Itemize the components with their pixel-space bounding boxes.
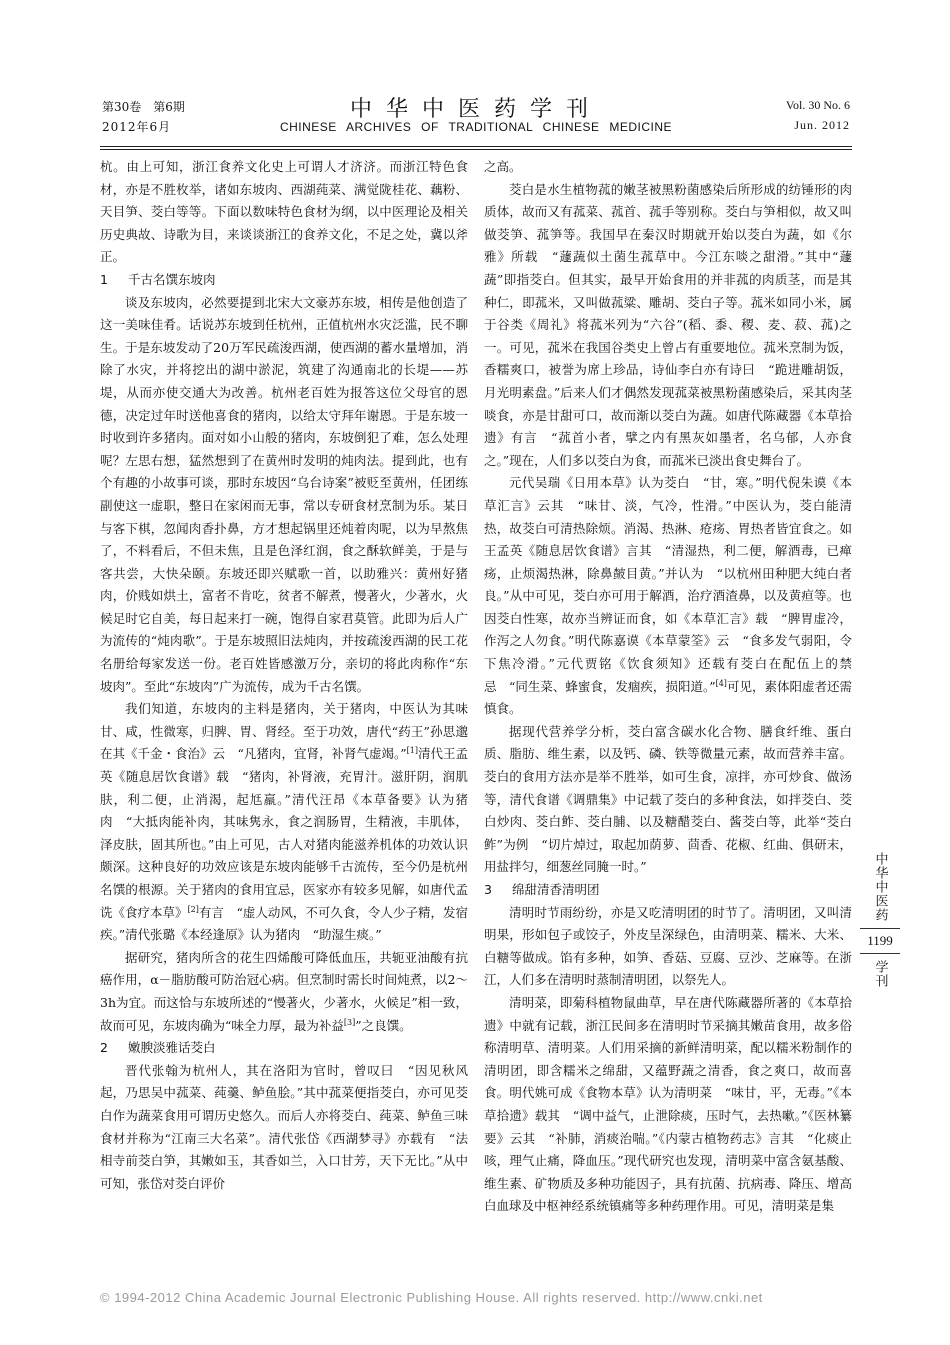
text-run: 有言 “虚人动风，不可久食，令人少子精，发宿疾。”清代张璐《本经逢原》认为猪肉 “助湿生痰。” <box>100 904 468 943</box>
left-column <box>100 156 468 1195</box>
text-run: 元代吴瑞《日用本草》认为茭白 “甘，寒。”明代倪朱谟《本草汇言》云其 “味甘、淡，气冷，性滑。”中医认为，茭白能清热，故茭白可清热除烦。消渴、热淋、疮疡、胃热者皆宜食之。如王孟英《随息居饮食谱》言其 “清湿热，利二便，解酒毒，已瘅疡，止烦渴热淋，除鼻皶目黄。”并认为 “以杭州田种肥大纯白者良。”从中可见，茭白亦可用于解酒，治疗酒渣鼻，以及黄疸等。也因茭白性寒，故亦当辨证而食，如《本草汇言》载 “脾胃虚冷，作泻之人勿食。”明代陈嘉谟《本草蒙筌》云 “食多发气弱阳，令下焦冷滑。”元代贾铭《饮食须知》还载有茭白在配伍上的禁忌 “同生菜、蜂蜜食，发痼疾，损阳道。” <box>484 475 852 694</box>
header-rule-top <box>100 146 852 147</box>
paragraph: 谈及东坡肉，必然要提到北宋大文豪苏东坡，相传是他创造了这一美味佳肴。话说苏东坡到任杭州，正值杭州水灾泛滥，民不聊生。于是东坡发动了20万军民疏浚西湖，使西湖的蓄水量增加，消除了水灾，并将挖出的湖中淤泥，筑建了沟通南北的长堤——苏堤，从而亦使交通大为改善。杭州老百姓为报答这位父母官的恩德，决定过年时送他喜食的猪肉，以给太守拜年谢恩。于是东坡一时收到许多猪肉。面对如小山般的猪肉，东坡倒犯了难，怎么处理呢？左思右想，猛然想到了在黄州时发明的炖肉法。提到此，也有个有趣的小故事可谈，那时东坡因“乌台诗案”被贬至黄州，任团练副使这一虚职，整日在家闲而无事，常以专研食材烹制为乐。某日与客下棋，忽闻肉香扑鼻，方才想起锅里还炖着肉呢，以为早熬焦了，不料看后，不但未焦，且是色泽红润，食之酥软鲜美，于是与客共尝，大快朵颐。东坡还即兴赋歌一首，以助雅兴：黄州好猪肉，价贱如烘土，富者不肯吃，贫者不解煮，慢著火，少著水，火候足时它自美，每日起来打一碗，饱得自家君莫管。此即为后人广为流传的“炖肉歌”。于是东坡照旧法炖肉，并按疏浚西湖的民工花名册给每家发送一份。老百姓皆感激万分，亲切的将此肉称作“东坡肉”。至此“东坡肉”广为流传，成为千古名馔。 <box>100 294 468 694</box>
section-heading-1 <box>100 269 468 292</box>
citation-ref: [4] <box>715 678 727 688</box>
journal-title-en: CHINESE ARCHIVES OF TRADITIONAL CHINESE MEDICINE <box>279 120 673 134</box>
paragraph: 清明菜，即菊科植物鼠曲草，早在唐代陈藏器所著的《本草拾遗》中就有记载，浙江民间多在清明时节采摘其嫩苗食用，故多俗称清明草、清明菜。人们用采摘的新鲜清明菜，配以糯米粉制作的清明团，即含糯米之绵甜，又蕴野蔬之清香，食之爽口，故而喜食。明代姚可成《食物本草》认为清明菜 “味甘，平，无毒。”《本草拾遗》载其 “调中益气，止泄除痰，压时气，去热嗽。”《医林纂要》云其 “补肺，消痰治喘。”《内蒙古植物药志》言其 “化痰止咳，理气止痛，降血压。”现代研究也发现，清明菜中富含氨基酸、维生素、矿物质及多种功能因子，具有抗菌、抗病毒、降压、增高白血球及中枢神经系统镇痛等多种药理作用。可见，清明菜是集 <box>484 994 852 1214</box>
section-number: 2 <box>100 1040 108 1056</box>
citation-ref: [3] <box>343 1017 356 1027</box>
header-rule-bottom <box>100 149 852 150</box>
paragraph: 茭白是水生植物菰的嫩茎被黑粉菌感染后所形成的纺锤形的肉质体，故而又有菰菜、菰首、菰手等别称。茭白与笋相似，故又叫做茭笋、菰笋等。我国早在秦汉时期就开始以茭白为蔬，如《尔雅》所载 “蘧蔬似土菌生菰草中。今江东啖之甜滑。”其中“蘧蔬”即指茭白。但其实，最早开始食用的并非菰的肉质茎，而是其种仁，即菰米，又叫做菰粱、雕胡、茭白子等。菰米如同小米，属于谷类《周礼》将菰米列为“六谷”(稻、黍、稷、麦、菽、菰)之一。可见，菰米在我国谷类史上曾占有重要地位。菰米烹制为饭，香糯爽口，被誉为席上珍品，诗仙李白亦有诗曰 “跪进雕胡饭，月光明素盘。”后来人们才偶然发现菰菜被黑粉菌感染后，采其肉茎啖食，亦是甘甜可口，故而渐以茭白为蔬。如唐代陈藏器《本草拾遗》有言 “菰首小者，擘之内有黑灰如墨者，名乌郁，人亦食之。”现在，人们多以茭白为食，而菰米已淡出食史舞台了。 <box>484 181 852 468</box>
side-tab <box>860 852 900 988</box>
copyright-watermark: © 1994-2012 China Academic Journal Electronic Publishing House. All rights reserved. http://www.cnki.net <box>100 1290 763 1305</box>
section-heading-3 <box>484 879 852 902</box>
date-en: Jun. 2012 <box>794 118 850 132</box>
text-run: 清代王孟英《随息居饮食谱》载 “猪肉，补肾液，充胃汁。滋肝阴，润肌肤，利二便，止消渴，起尪羸。”清代汪昂《本草备要》认为猪肉 “大抵肉能补肉，其味隽永，食之润肠胃，生精液，丰肌体，泽皮肤，固其所也。”由上可见，古人对猪肉能滋养机体的功效认识颇深。这种良好的功效应该是东坡肉能够千古流传，至今仍是杭州名馔的根源。关于猪肉的食用宜忌，医家亦有较多见解，如唐代孟诜《食疗本草》 <box>100 746 468 920</box>
text-run: 我们知道，东坡肉的主料是猪肉，关于猪肉，中医认为其味甘、咸，性微寒，归脾、胃、肾经。至于功效，唐代“药王”孙思邈在其《千金・食治》云 “凡猪肉，宜肾，补肾气虚竭。” <box>100 701 468 762</box>
paragraph <box>100 947 468 1037</box>
section-heading-2 <box>100 1037 468 1060</box>
paragraph <box>100 698 468 947</box>
page-header <box>100 92 852 140</box>
text-run: 据研究，猪肉所含的花生四烯酸可降低血压，共轭亚油酸有抗癌作用，α－脂肪酸可防治冠心病。但烹制时需长时间炖煮，以2～3h为宜。而这恰与东坡所述的“慢著火，少著水，火候足”相一致，故而可见，东坡肉确为“味全力厚，最为补益 <box>100 949 468 1033</box>
volume-en: Vol. 30 No. 6 <box>785 98 850 112</box>
section-title: 千古名馔东坡肉 <box>128 271 216 287</box>
right-column <box>484 156 852 1218</box>
volume-issue: 第30卷 第6期 <box>102 100 185 114</box>
paragraph: 据现代营养学分析，茭白富含碳水化合物、膳食纤维、蛋白质、脂肪、维生素，以及钙、磷、铁等微量元素，故而营养丰富。茭白的食用方法亦是举不胜举，如可生食，凉拌，亦可炒食、做汤等，清代食谱《调鼎集》中记载了茭白的多种食法，如拌茭白、茭白炒肉、茭白鲊、茭白脯、以及糖醋茭白、酱茭白等，此举“茭白鲊”为例 “切片焯过，取起加荫萝、茴香、花椒、红曲、俱研末，用盐拌匀，细葱丝同腌一时。” <box>484 723 852 875</box>
paragraph: 晋代张翰为杭州人，其在洛阳为官时，曾叹曰 “因见秋风起，乃思吴中菰菜、莼羹、鲈鱼脍。”其中菰菜便指茭白，亦可见茭白作为蔬菜食用可谓历史悠久。而后人亦将茭白、莼菜、鲈鱼三味食材并称为“江南三大名菜”。清代张岱《西湖梦寻》亦载有 “法相寺前茭白笋，其嫩如玉，其香如兰，入口甘芳，天下无比。”从中可知，张岱对茭白评价 <box>100 1062 468 1191</box>
paragraph <box>484 472 852 721</box>
paragraph: 清明时节雨纷纷，亦是又吃清明团的时节了。清明团，又叫清明果，形如包子或饺子，外皮呈深绿色，由清明菜、糯米、大米、白糖等做成。馅有多种，如笋、香菇、豆腐、豆沙、芝麻等。在浙江，人们多在清明时蒸制清明团，以祭先人。 <box>484 904 852 988</box>
journal-title-cn: 中华中医药学刊 <box>349 97 602 122</box>
side-journal-name-bottom: 学刊 <box>872 960 888 988</box>
section-title: 嫩腴淡雅话茭白 <box>128 1040 216 1056</box>
page-number: 1199 <box>860 928 900 954</box>
date-cn: 2012年6月 <box>102 120 172 134</box>
section-title: 绵甜清香清明团 <box>512 882 600 897</box>
section-number: 1 <box>100 271 108 287</box>
text-run: ”之良馔。 <box>355 1017 412 1033</box>
citation-ref: [1] <box>406 746 418 756</box>
side-journal-name-top: 中华中医药 <box>872 852 888 922</box>
paragraph: 杭。由上可知，浙江食养文化史上可谓人才济济。而浙江特色食材，亦是不胜枚举，诸如东坡肉、西湖莼菜、满觉陇桂花、藕粉、天目笋、茭白等等。下面以数味特色食材为纲，以中医理论及相关历史典故、诗歌为目，来谈谈浙江的食养文化，不足之处，冀以斧正。 <box>100 159 468 265</box>
citation-ref: [2] <box>187 904 199 914</box>
text-run: 可见，素体阳虚者还需慎食。 <box>484 678 852 717</box>
section-number: 3 <box>484 882 492 897</box>
paragraph: 之高。 <box>484 159 522 174</box>
